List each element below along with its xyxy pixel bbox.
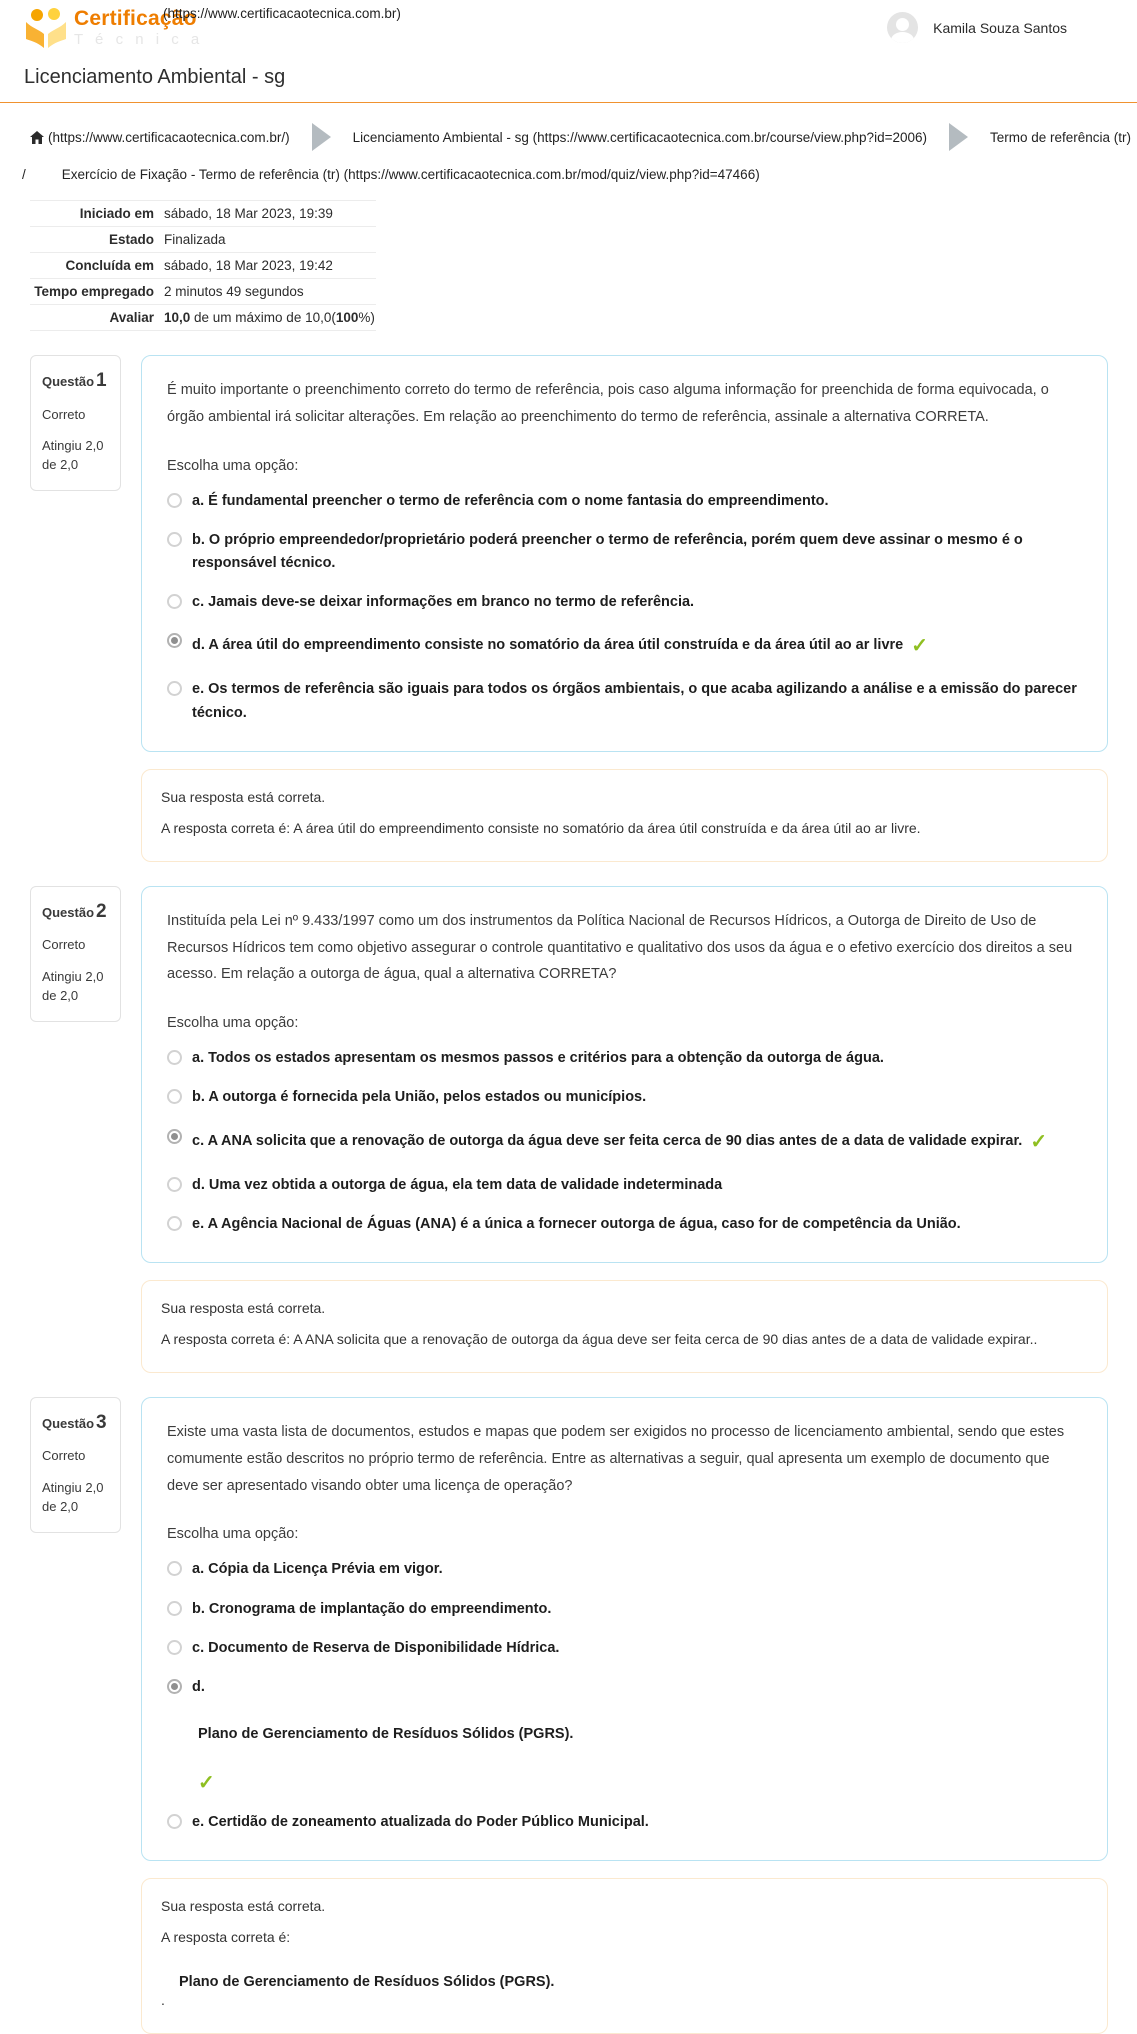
radio-button-icon[interactable] [167,1050,182,1065]
option-letter: a. [192,492,205,509]
answer-option-a[interactable] [167,1047,1082,1070]
radio-button-icon[interactable] [167,594,182,609]
answer-options [167,490,1082,725]
table-row [30,227,376,253]
answer-option-b[interactable] [167,1086,1082,1109]
green-check-icon [911,630,928,662]
question-word: Questão [42,904,95,920]
option-text: A Agência Nacional de Águas (ANA) é a única a fornecer outorga de água, caso for de competência da União. [207,1215,961,1232]
grade-percent: 100 [335,310,359,325]
answer-options [167,1558,1082,1834]
question-points: Atingiu 2,0 de 2,0 [42,969,104,1003]
question-points: Atingiu 2,0 de 2,0 [42,1480,104,1515]
question-feedback-box [141,1878,1108,2034]
radio-button-icon[interactable] [167,1177,182,1192]
answer-option-b[interactable] [167,1598,1082,1621]
radio-button-icon[interactable] [167,1814,182,1829]
answer-option-e[interactable] [167,1213,1082,1236]
brand-name-line2: T é c n i c a [74,31,204,48]
breadcrumb [0,103,1137,182]
answer-option-c-selected[interactable] [167,1126,1082,1158]
chevron-right-icon [949,123,968,151]
option-letter: b. [192,1600,205,1617]
question-status: Correto [42,1448,86,1464]
question-content-box [141,1397,1108,1861]
breadcrumb-home-label: (https://www.certificacaotecnica.com.br/) [48,129,290,145]
option-letter: c. [192,1132,205,1149]
option-text: A área útil do empreendimento consiste no somatório da área útil construída e da área útil ao ar livre [208,637,904,654]
table-row [30,201,376,227]
question-status: Correto [42,406,86,422]
option-text: A ANA solicita que a renovação de outorga da água deve ser feita cerca de 90 dias antes de a data de validade expirar. [207,1132,1023,1149]
radio-button-icon[interactable] [167,681,182,696]
question-number: 3 [96,1411,107,1433]
question-block-1 [30,355,1108,752]
choose-option-prompt: Escolha uma opção: [167,1526,299,1543]
option-letter: a. [192,1561,205,1578]
summary-label: Tempo empregado [30,279,164,305]
option-letter: e. [192,1215,205,1232]
radio-button-icon[interactable] [167,1216,182,1231]
summary-grade-value [164,305,376,331]
option-letter: c. [192,594,205,611]
brand-name-line1: Certificação [74,7,197,30]
grade-end: %) [358,310,375,325]
question-info-box [30,355,121,491]
user-name: Kamila Souza Santos [933,19,1067,36]
summary-label: Estado [30,227,164,253]
option-text: Documento de Reserva de Disponibilidade Hídrica. [208,1639,560,1656]
option-letter: e. [192,681,205,698]
option-letter: b. [192,531,205,548]
chevron-right-icon [312,123,331,151]
choose-option-prompt: Escolha uma opção: [167,457,299,474]
option-d-answer-text: Plano de Gerenciamento de Resíduos Sólidos (PGRS). [198,1726,574,1743]
question-status: Correto [42,937,86,953]
breadcrumb-home-link[interactable] [30,130,290,145]
question-text: Existe uma vasta lista de documentos, estudos e mapas que podem ser exigidos no processo de licenciamento ambiental, sendo que estes comumente estão descritos no próprio termo de referência. Entre as alternativas a seguir, qual apresenta um exemplo de documento que deve ser apresentado visando obter uma licença de operação? [167,1423,1065,1494]
question-feedback-box [141,769,1108,862]
breadcrumb-section-link[interactable]: Termo de referência (tr) [990,129,1132,145]
radio-button-icon[interactable] [167,1640,182,1655]
radio-button-icon[interactable] [167,1561,182,1576]
feedback-answer-line: A resposta correta é: [161,1929,291,1946]
radio-button-icon[interactable] [167,532,182,547]
green-check-icon [1030,1126,1047,1158]
question-info-box [30,886,121,1022]
question-text: Instituída pela Lei nº 9.433/1997 como um dos instrumentos da Política Nacional de Recursos Hídricos, a Outorga de Direito de Uso de Recursos Hídricos tem como objetivo assegurar o controle quantitativo e qualitativo dos usos da água e o efetivo exercício dos direitos a seu acesso. Em relação a outorga de água, qual a alternativa CORRETA? [167,912,1073,983]
answer-option-d-selected[interactable] [167,1676,1082,1699]
feedback-correct-line: Sua resposta está correta. [161,1898,326,1915]
summary-value: Finalizada [164,227,376,253]
answer-option-d[interactable] [167,1174,1082,1197]
table-row [30,279,376,305]
summary-label: Avaliar [30,305,164,331]
option-letter: b. [192,1089,205,1106]
question-points: Atingiu 2,0 de 2,0 [42,438,104,473]
option-letter: a. [192,1050,205,1067]
radio-button-icon[interactable] [167,1601,182,1616]
summary-label: Iniciado em [30,201,164,227]
question-number: 1 [96,370,107,391]
grade-middle: de um máximo de 10,0( [190,310,336,325]
answer-option-c[interactable] [167,1637,1082,1660]
summary-value: sábado, 18 Mar 2023, 19:42 [164,253,376,279]
radio-button-selected-icon[interactable] [167,1679,182,1694]
table-row [30,253,376,279]
answer-option-e[interactable] [167,1811,1082,1834]
user-menu[interactable] [887,12,1067,43]
answer-option-b[interactable] [167,529,1082,575]
breadcrumb-separator: / [22,167,26,182]
radio-button-selected-icon[interactable] [167,1129,182,1144]
breadcrumb-quiz-link[interactable]: Exercício de Fixação - Termo de referência (tr) (https://www.certificacaotecnica.com.br/mod/quiz/view.php?id=47466) [61,167,760,182]
grade-score: 10,0 [164,310,191,325]
option-letter: d. [192,1678,205,1695]
summary-label: Concluída em [30,253,164,279]
question-block-3 [30,1397,1108,1861]
question-number: 2 [96,900,107,922]
question-block-2 [30,886,1108,1263]
option-text: A outorga é fornecida pela União, pelos estados ou municípios. [208,1089,647,1106]
site-url-link[interactable]: (https://www.certificacaotecnica.com.br) [163,6,401,21]
feedback-correct-line: Sua resposta está correta. [161,1299,326,1316]
feedback-correct-line: Sua resposta está correta. [161,788,326,805]
option-text: Todos os estados apresentam os mesmos passos e critérios para a obtenção da outorga de água. [208,1050,884,1067]
question-feedback-box [141,1280,1108,1373]
question-word: Questão [42,1415,95,1431]
question-info-box [30,1397,121,1533]
answer-option-a[interactable] [167,1558,1082,1581]
radio-button-icon[interactable] [167,493,182,508]
page-title: Licenciamento Ambiental - sg [24,66,286,88]
table-row [30,305,376,331]
breadcrumb-course-link[interactable]: Licenciamento Ambiental - sg (https://www.certificacaotecnica.com.br/course/view.php?id=2006) [352,129,927,145]
option-letter: c. [192,1639,205,1656]
feedback-answer-line: A resposta correta é: A área útil do empreendimento consiste no somatório da área útil construída e da área útil ao ar livre. [161,819,921,836]
option-text: Cronograma de implantação do empreendimento. [208,1600,552,1617]
logo-icon [24,8,68,50]
answer-option-e[interactable] [167,678,1082,724]
summary-value: sábado, 18 Mar 2023, 19:39 [164,201,376,227]
question-text: É muito importante o preenchimento correto do termo de referência, pois caso alguma informação for preenchida de forma equivocada, o órgão ambiental irá solicitar alterações. Em relação ao preenchimento do termo de referência, assinale a alternativa CORRETA. [167,382,1049,425]
option-text: Jamais deve-se deixar informações em branco no termo de referência. [208,594,695,611]
feedback-answer-block: Plano de Gerenciamento de Resíduos Sólidos (PGRS). [179,1974,555,1991]
option-text: Os termos de referência são iguais para todos os órgãos ambientais, o que acaba agilizando a análise e a emissão do parecer técnico. [192,681,1077,721]
question-word: Questão [42,374,95,389]
option-text: Uma vez obtida a outorga de água, ela tem data de validade indeterminada [208,1176,723,1193]
radio-button-icon[interactable] [167,1089,182,1104]
green-check-icon [198,1770,215,1795]
summary-value: 2 minutos 49 segundos [164,279,376,305]
feedback-tail: . [161,1992,165,2009]
site-header [0,0,1137,50]
choose-option-prompt: Escolha uma opção: [167,1015,299,1032]
option-letter: d. [192,1176,205,1193]
home-icon [30,131,44,144]
answer-option-a[interactable] [167,490,1082,513]
option-text: Cópia da Licença Prévia em vigor. [208,1561,443,1578]
radio-button-selected-icon[interactable] [167,633,182,648]
option-letter: e. [192,1814,205,1831]
option-text: É fundamental preencher o termo de referência com o nome fantasia do empreendimento. [208,492,829,509]
option-letter: d. [192,637,205,654]
option-text: O próprio empreendedor/proprietário poderá preencher o termo de referência, porém quem deve assinar o mesmo é o responsável técnico. [192,531,1023,571]
correct-check-line [198,1770,1082,1795]
question-content-box [141,886,1108,1263]
answer-options [167,1047,1082,1236]
user-avatar[interactable] [887,12,918,43]
option-text: Certidão de zoneamento atualizada do Poder Público Municipal. [208,1814,649,1831]
answer-option-d-selected[interactable] [167,630,1082,662]
attempt-summary-table [30,200,376,331]
feedback-answer-line: A resposta correta é: A ANA solicita que a renovação de outorga da água deve ser feita cerca de 90 dias antes de a data de validade expirar.. [161,1330,1038,1347]
question-content-box [141,355,1108,752]
answer-option-c[interactable] [167,591,1082,614]
